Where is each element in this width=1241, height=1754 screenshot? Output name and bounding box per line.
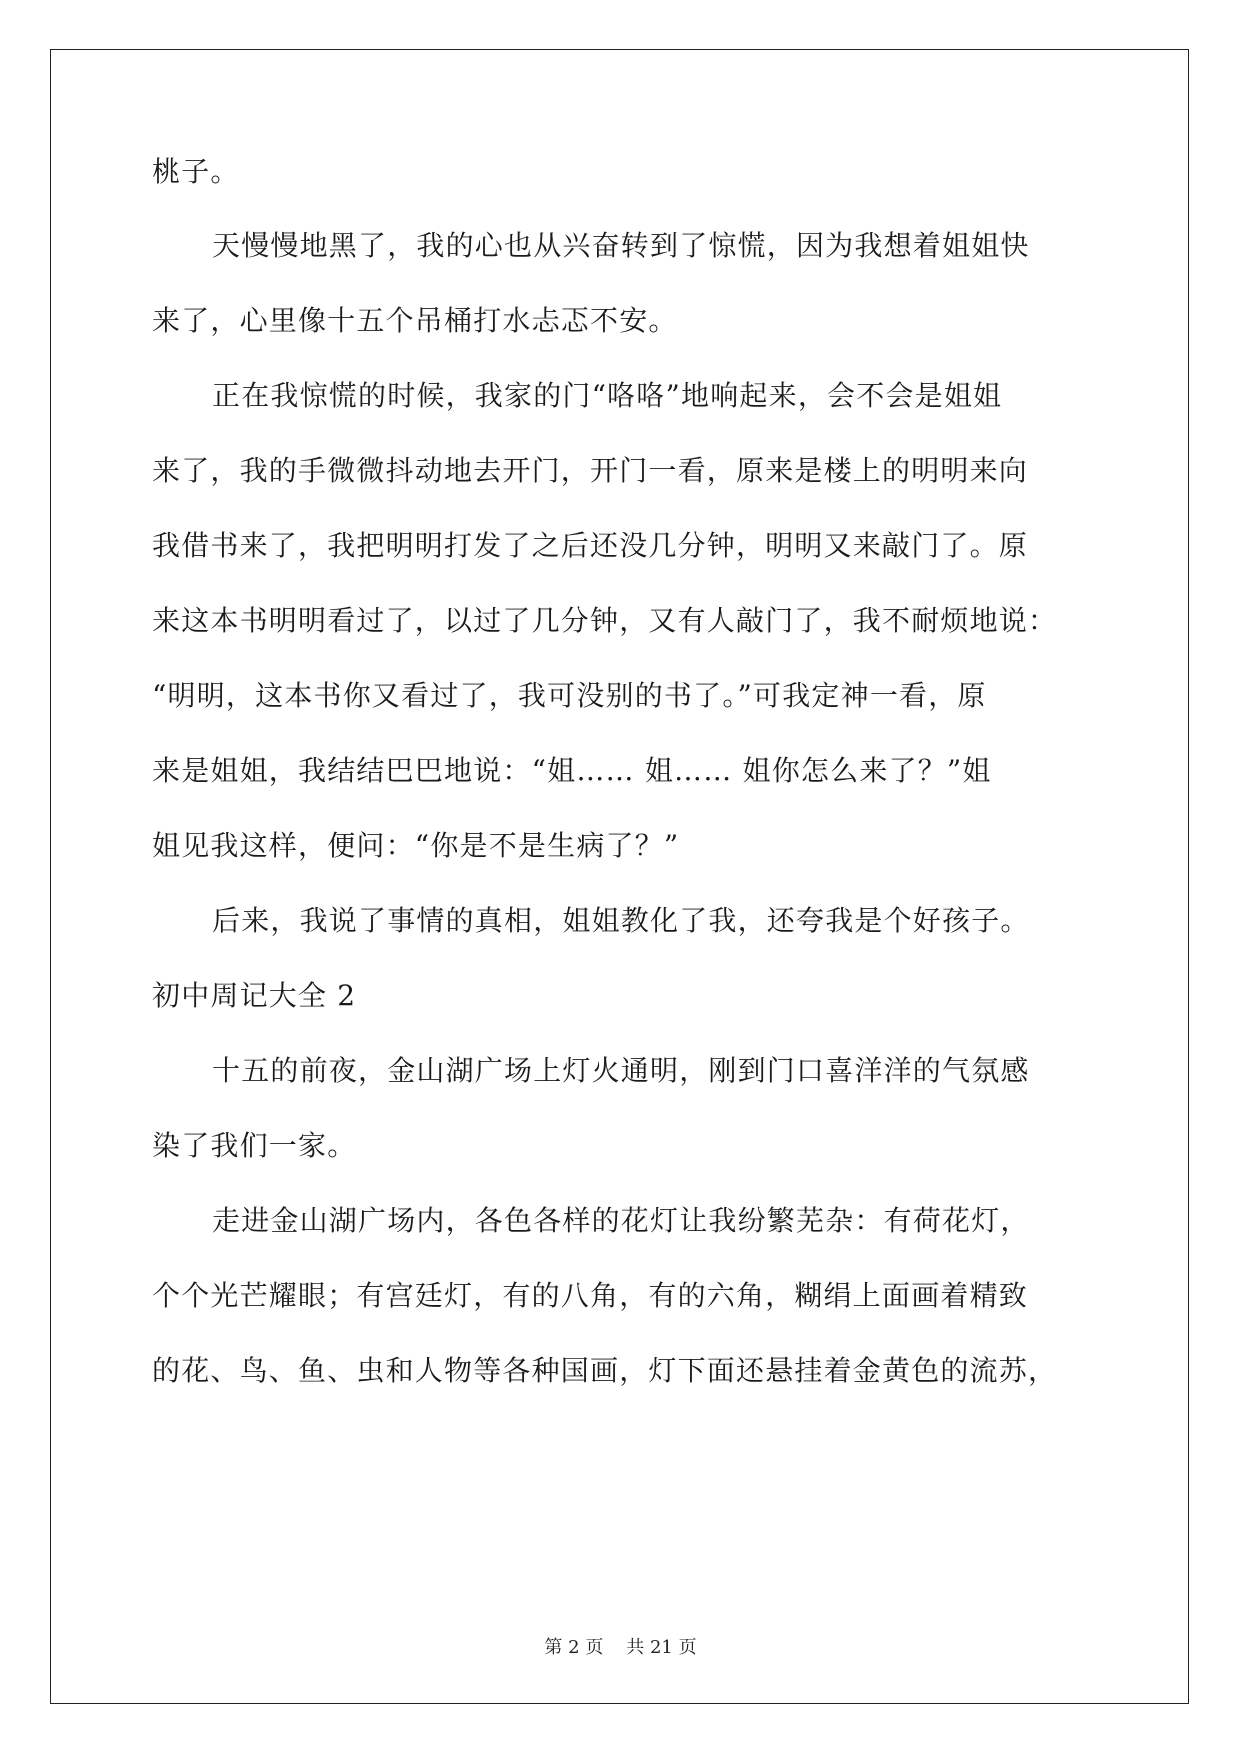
page-border [50, 49, 1189, 1704]
paragraph-start-line: 后来，我说了事情的真相，姐姐教化了我，还夸我是个好孩子。 [212, 904, 1030, 937]
paragraph-start-line: 走进金山湖广场内，各色各样的花灯让我纷繁芜杂：有荷花灯， [212, 1204, 1030, 1237]
page-footer [0, 1636, 1241, 1660]
section-heading: 初中周记大全 2 [152, 979, 357, 1012]
text-line: 来是姐姐，我结结巴巴地说：“姐…… 姐…… 姐你怎么来了？”姐 [152, 754, 992, 787]
text-line: 来这本书明明看过了，以过了几分钟，又有人敲门了，我不耐烦地说： [152, 604, 1058, 637]
text-line: 姐见我这样，便问：“你是不是生病了？” [152, 829, 680, 862]
text-line: 我借书来了，我把明明打发了之后还没几分钟，明明又来敲门了。原 [152, 529, 1029, 562]
text-line: “明明，这本书你又看过了，我可没别的书了。”可我定神一看，原 [152, 679, 987, 712]
text-line: 染了我们一家。 [152, 1129, 357, 1162]
text-line: 来了，我的手微微抖动地去开门，开门一看，原来是楼上的明明来向 [152, 454, 1029, 487]
page-number: 第 2 页 [544, 1637, 604, 1658]
text-line: 个个光芒耀眼；有宫廷灯，有的八角，有的六角，糊绢上面画着精致 [152, 1279, 1029, 1312]
text-line: 的花、鸟、鱼、虫和人物等各种国画，灯下面还悬挂着金黄色的流苏， [152, 1354, 1058, 1387]
page-total: 共 21 页 [626, 1637, 697, 1658]
paragraph-start-line: 天慢慢地黑了，我的心也从兴奋转到了惊慌，因为我想着姐姐快 [212, 229, 1030, 262]
paragraph-start-line: 十五的前夜，金山湖广场上灯火通明，刚到门口喜洋洋的气氛感 [212, 1054, 1030, 1087]
text-line: 来了，心里像十五个吊桶打水忐忑不安。 [152, 304, 678, 337]
text-line: 桃子。 [152, 155, 240, 188]
paragraph-start-line: 正在我惊慌的时候，我家的门“咯咯”地响起来，会不会是姐姐 [212, 379, 1003, 412]
